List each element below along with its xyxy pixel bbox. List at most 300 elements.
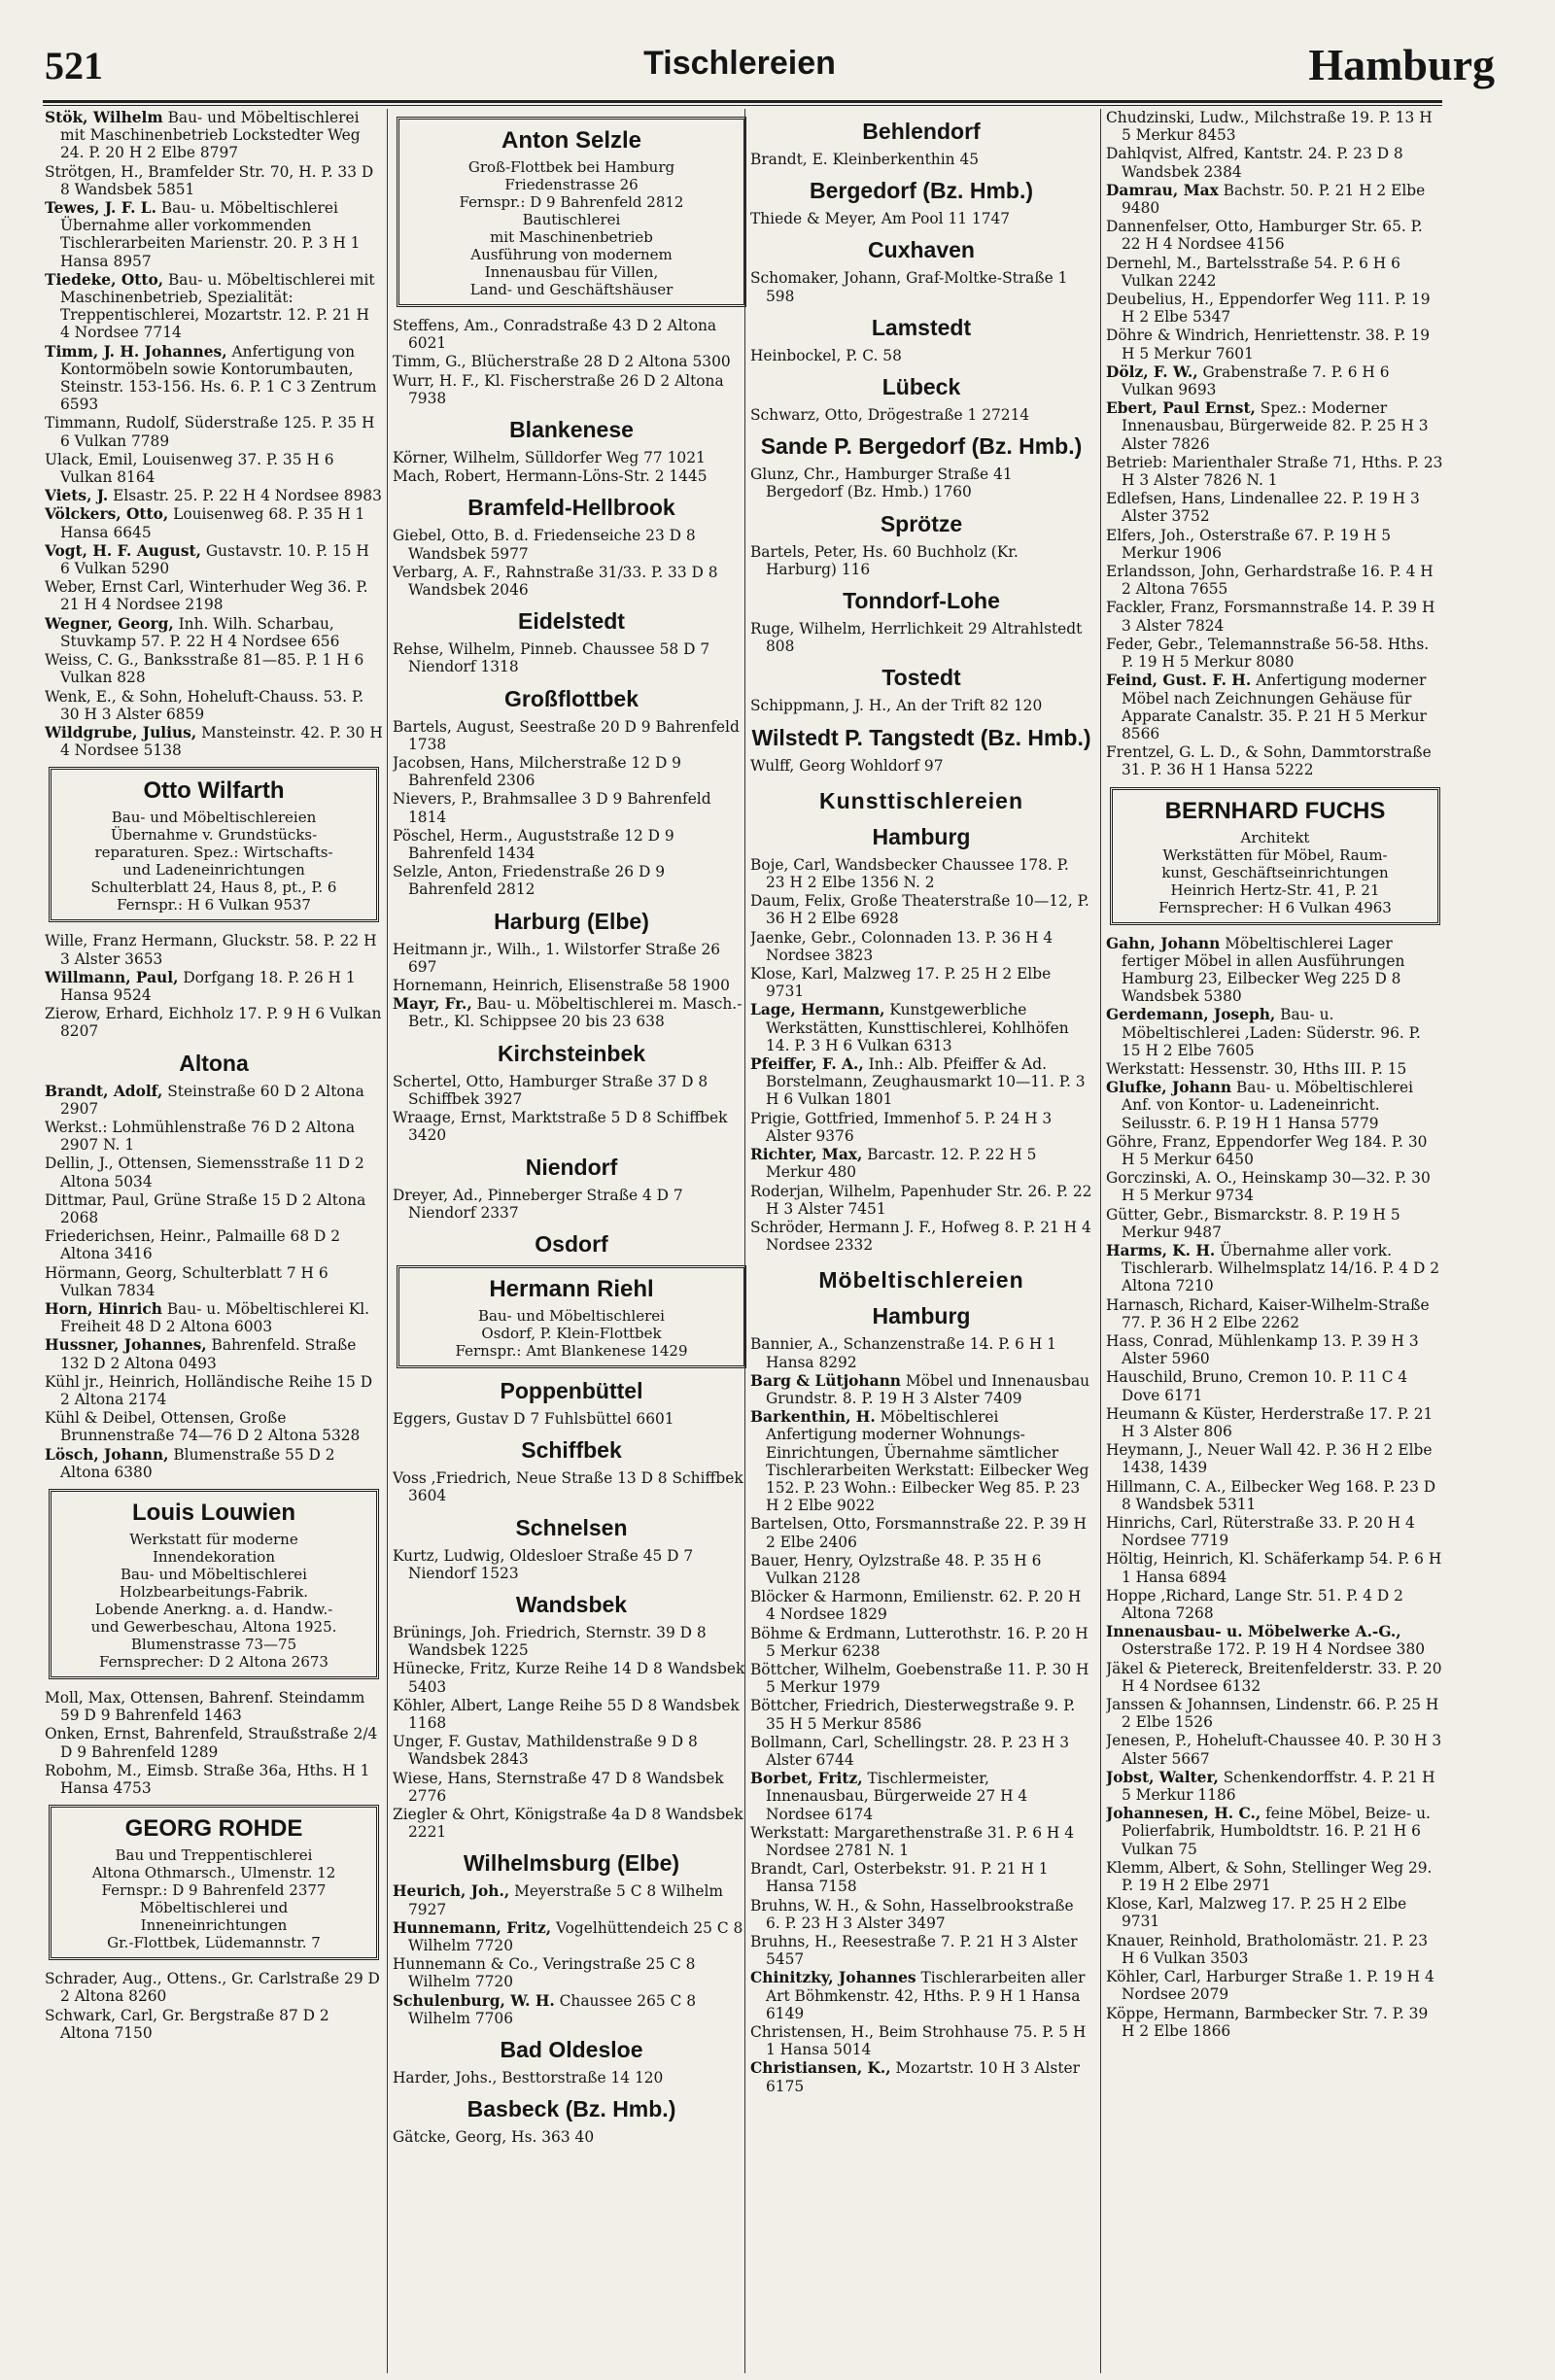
listing-entry — [45, 1300, 383, 1335]
locality-heading: Wandsbek — [515, 1591, 628, 1617]
listing-entry — [45, 1762, 383, 1797]
listing-entry — [45, 1970, 383, 2005]
listing-entry — [750, 2059, 1092, 2094]
listing-name: Schulenburg, W. H. — [393, 1991, 555, 2010]
listing-details: Gütter, Gebr., Bismarckstr. 8. P. 19 H 5 Merkur 9487 — [1106, 1205, 1400, 1241]
listing-entry — [393, 372, 750, 407]
listing-details: Bannier, A., Schanzenstraße 14. P. 6 H 1 Hansa 8292 — [750, 1335, 1056, 1371]
listing-name: Lage, Hermann, — [750, 1001, 885, 1019]
listing-entry — [750, 697, 1092, 714]
ad-line: Fernspr.: H 6 Vulkan 9537 — [117, 896, 311, 914]
listing-details: Selzle, Anton, Friedenstraße 26 D 9 Bahrenfeld 2812 — [393, 863, 666, 899]
listing-entry — [750, 1372, 1092, 1407]
ad-line: Inneneinrichtungen — [140, 1916, 288, 1935]
listing-entry — [750, 1335, 1092, 1370]
listing-details: Heumann & Küster, Herderstraße 17. P. 21 H 3 Alster 806 — [1106, 1404, 1434, 1440]
ad-line: Altona Othmarsch., Ulmenstr. 12 — [91, 1864, 336, 1882]
listing-entry — [750, 1734, 1092, 1769]
listing-details: Dittmar, Paul, Grüne Straße 15 D 2 Altona 2068 — [45, 1190, 366, 1226]
ad-title: Anton Selzle — [501, 127, 641, 154]
listing-name: Timm, J. H. Johannes, — [45, 342, 227, 361]
listing-details: Brandt, E. Kleinberkenthin 45 — [750, 151, 980, 168]
listing-entry — [750, 2023, 1092, 2058]
listing-details: Schrader, Aug., Ottens., Gr. Carlstraße 29 D 2 Altona 8260 — [45, 1970, 380, 2006]
listing-entry — [1106, 1514, 1444, 1549]
listing-details: Wulff, Georg Wohldorf 97 — [750, 756, 944, 775]
listing-details: Köhler, Albert, Lange Reihe 55 D 8 Wandsbek 1168 — [393, 1696, 740, 1732]
listing-details: Inh.: Alb. Pfeiffer & Ad. Borstelmann, Zeughausmarkt 10—11. P. 3 H 6 Vulkan 1801 — [766, 1055, 1086, 1109]
listing-details: Moll, Max, Ottensen, Bahrenf. Steindamm 59 D 9 Bahrenfeld 1463 — [45, 1689, 365, 1725]
advertisement-box — [397, 117, 746, 307]
listing-details: Wraage, Ernst, Marktstraße 5 D 8 Schiffbek 3420 — [393, 1109, 728, 1145]
listing-details: Ulack, Emil, Louisenweg 37. P. 35 H 6 Vulkan 8164 — [45, 450, 334, 487]
ad-line: Fernspr.: D 9 Bahrenfeld 2377 — [101, 1881, 327, 1900]
section-heading: Kunsttischlereien — [819, 787, 1023, 813]
listing-details: Roderjan, Wilhelm, Papenhuder Str. 26. P. 22 H 3 Alster 7451 — [750, 1182, 1092, 1218]
ad-title: Hermann Riehl — [489, 1275, 654, 1302]
listing-entry — [1106, 1169, 1444, 1204]
listing-name: Lösch, Johann, — [45, 1445, 169, 1464]
ad-line: Blumenstrasse 73—75 — [130, 1636, 297, 1653]
listing-name: Wildgrube, Julius, — [45, 723, 197, 742]
listing-details: Wurr, H. F., Kl. Fischerstraße 26 D 2 Altona 7938 — [393, 371, 724, 407]
ad-line: Bau- und Möbeltischlerei — [478, 1306, 665, 1325]
listing-details: Bruhns, W. H., & Sohn, Hasselbrookstraße 6. P. 23 H 3 Alster 3497 — [750, 1896, 1074, 1932]
listing-entry — [45, 932, 383, 967]
listing-details: Tischlerarbeiten aller Art Böhmkenstr. 42, Hths. P. 9 H 1 Hansa 6149 — [766, 1969, 1086, 2022]
listing-details: Werkstatt: Hessenstr. 30, Hths III. P. 15 — [1106, 1059, 1407, 1078]
listing-details: Klose, Karl, Malzweg 17. P. 25 H 2 Elbe 9731 — [1106, 1895, 1407, 1931]
listing-name: Harms, K. H. — [1106, 1241, 1216, 1259]
listing-entry — [45, 1409, 383, 1444]
listing-entry — [1106, 291, 1444, 326]
listing-details: Bau- u. Möbeltischlerei mit Maschinenbetrieb, Spezialität: Treppentischlerei, Mozartstr. 12. P. 21 H 4 Nordsee 7714 — [60, 270, 375, 342]
page-title: Tischlereien — [643, 45, 836, 82]
listing-entry — [393, 1187, 750, 1222]
listing-details: Mansteinstr. 42. P. 30 H 4 Nordsee 5138 — [60, 723, 383, 760]
listing-details: Hornemann, Heinrich, Elisenstraße 58 1900 — [393, 977, 730, 995]
listing-details: Jenesen, P., Hoheluft-Chaussee 40. P. 30 H 3 Alster 5667 — [1106, 1732, 1442, 1768]
listing-details: Kühl jr., Heinrich, Holländische Reihe 15 D 2 Altona 2174 — [45, 1372, 373, 1408]
listing-details: Schenkendorffstr. 4. P. 21 H 5 Merkur 1186 — [1122, 1768, 1435, 1805]
listing-details: Schomaker, Johann, Graf-Moltke-Straße 1 598 — [750, 269, 1068, 305]
listing-entry — [393, 977, 750, 994]
listing-details: Heinbockel, P. C. 58 — [750, 346, 902, 364]
ad-line: Schulterblatt 24, Haus 8, pt., P. 6 — [90, 879, 337, 897]
listing-entry — [1106, 1133, 1444, 1168]
listing-details: Döhre & Windrich, Henriettenstr. 38. P. 19 H 5 Merkur 7601 — [1106, 327, 1431, 362]
ad-line: reparaturen. Spez.: Wirtschafts- — [94, 844, 333, 862]
listing-details: Möbeltischlerei Lager fertiger Möbel in allen Ausführungen Hamburg 23, Eilbecker Weg 225 D 8 Wandsbek 5380 — [1122, 934, 1405, 1006]
listing-details: Ziegler & Ohrt, Königstraße 4a D 8 Wandsbek 2221 — [393, 1805, 743, 1842]
listing-entry — [45, 271, 383, 342]
listing-entry — [45, 505, 383, 540]
ad-line: und Gewerbeschau, Altona 1925. — [90, 1618, 337, 1636]
listing-details: Timm, G., Blücherstraße 28 D 2 Altona 5300 — [393, 353, 731, 371]
column-divider — [1100, 109, 1101, 2373]
listing-name: Jobst, Walter, — [1106, 1768, 1219, 1786]
listing-name: Dölz, F. W., — [1106, 362, 1198, 381]
listing-entry — [45, 688, 383, 723]
listing-entry — [393, 1410, 750, 1428]
locality-heading: Poppenbüttel — [500, 1377, 643, 1403]
listing-entry — [393, 863, 750, 898]
ad-line: Lobende Anerkng. a. d. Handw.- — [94, 1601, 333, 1618]
listing-entry — [750, 1969, 1092, 2022]
column-1 — [45, 109, 383, 2373]
listing-entry — [1106, 490, 1444, 525]
ad-line: Fernspr.: D 9 Bahrenfeld 2812 — [459, 193, 684, 211]
listing-details: Bartelsen, Otto, Forsmannstraße 22. P. 39 H 2 Elbe 2406 — [750, 1515, 1087, 1551]
locality-heading: Cuxhaven — [868, 237, 975, 263]
listing-entry — [393, 2128, 750, 2146]
listing-entry — [45, 109, 383, 162]
listing-entry — [750, 1933, 1092, 1968]
locality-heading: Sande P. Bergedorf (Bz. Hmb.) — [760, 433, 1083, 460]
listing-entry — [393, 1919, 750, 1954]
listing-name: Innenausbau- u. Möbelwerke A.-G., — [1106, 1623, 1401, 1641]
listing-entry — [393, 718, 750, 753]
listing-entry — [1106, 363, 1444, 398]
listing-entry — [1106, 327, 1444, 362]
listing-details: Klemm, Albert, & Sohn, Stellinger Weg 29. P. 19 H 2 Elbe 2971 — [1106, 1858, 1433, 1895]
listing-entry — [750, 1697, 1092, 1732]
page-header — [35, 40, 1495, 95]
listing-name: Christiansen, K., — [750, 2059, 891, 2078]
listing-details: Dellin, J., Ottensen, Siemensstraße 11 D 2 Altona 5034 — [45, 1155, 364, 1190]
listing-details: Deubelius, H., Eppendorfer Weg 111. P. 19 H 2 Elbe 5347 — [1106, 291, 1431, 327]
listing-details: Möbel und Innenausbau Grundstr. 8. P. 19 H 3 Alster 7409 — [766, 1371, 1090, 1407]
listing-entry — [750, 1897, 1092, 1932]
listing-details: Übernahme aller vork. Tischlerarb. Wilhelmsplatz 14/16. P. 4 D 2 Altona 7210 — [1122, 1241, 1440, 1295]
listing-entry — [1106, 255, 1444, 290]
listing-details: Anfertigung von Kontormöbeln sowie Kontorumbauten, Steinstr. 153-156. Hs. 6. P. 1 C 3 Zentrum 6593 — [60, 342, 377, 414]
header-rule — [43, 100, 1442, 103]
listing-details: Bau- und Möbeltischlerei mit Maschinenbetrieb Lockstedter Weg 24. P. 20 H 2 Elbe 8797 — [60, 109, 361, 162]
listing-details: Giebel, Otto, B. d. Friedenseiche 23 D 8 Wandsbek 5977 — [393, 527, 696, 563]
listing-entry — [750, 1860, 1092, 1895]
listing-name: Wegner, Georg, — [45, 614, 174, 633]
listing-details: Kurtz, Ludwig, Oldesloer Straße 45 D 7 Niendorf 1523 — [393, 1546, 694, 1582]
listing-details: Betrieb: Marienthaler Straße 71, Hths. P. 23 H 3 Alster 7826 N. 1 — [1106, 453, 1443, 490]
listing-entry — [1106, 1296, 1444, 1331]
listing-details: Bartels, August, Seestraße 20 D 9 Bahrenfeld 1738 — [393, 717, 740, 753]
listing-details: Gustavstr. 10. P. 15 H 6 Vulkan 5290 — [60, 541, 369, 578]
listing-details: Wille, Franz Hermann, Gluckstr. 58. P. 22 H 3 Alster 3653 — [45, 932, 377, 968]
listing-entry — [393, 827, 750, 862]
listing-details: Edlefsen, Hans, Lindenallee 22. P. 19 H 3 Alster 3752 — [1106, 490, 1420, 526]
listing-entry — [393, 1660, 750, 1695]
listing-entry — [393, 1109, 750, 1144]
listing-details: Schwarz, Otto, Drögestraße 1 27214 — [750, 406, 1030, 425]
listing-entry — [1106, 1368, 1444, 1403]
listing-entry — [1106, 1859, 1444, 1894]
locality-heading: Schnelsen — [515, 1514, 628, 1540]
listing-entry — [1106, 1006, 1444, 1059]
listing-details: Jaenke, Gebr., Colonnaden 13. P. 36 H 4 Nordsee 3823 — [750, 928, 1054, 964]
listing-details: Steffens, Am., Conradstraße 43 D 2 Altona 6021 — [393, 317, 717, 353]
listing-entry — [1106, 1732, 1444, 1767]
listing-entry — [393, 1992, 750, 2027]
listing-details: Barcastr. 12. P. 22 H 5 Merkur 480 — [766, 1146, 1037, 1182]
listing-details: Hass, Conrad, Mühlenkamp 13. P. 39 H 3 Alster 5960 — [1106, 1331, 1419, 1368]
listing-details: Anfertigung moderner Möbel nach Zeichnungen Gehäuse für Apparate Canalstr. 35. P. 21 H 5 Merkur 8566 — [1122, 672, 1427, 742]
listing-entry — [393, 1882, 750, 1917]
listing-entry — [45, 414, 383, 449]
listing-name: Pfeiffer, F. A., — [750, 1055, 864, 1074]
listing-entry — [750, 1661, 1092, 1696]
ad-line: Land- und Geschäftshäuser — [469, 281, 674, 298]
listing-details: Klose, Karl, Malzweg 17. P. 25 H 2 Elbe 9731 — [750, 965, 1052, 1001]
listing-entry — [45, 1155, 383, 1190]
listing-details: Jäkel & Pietereck, Breitenfelderstr. 33. P. 20 H 4 Nordsee 6132 — [1106, 1659, 1442, 1695]
listing-entry — [45, 615, 383, 650]
listing-entry — [393, 1469, 750, 1504]
listing-details: Hauschild, Bruno, Cremon 10. P. 11 C 4 Dove 6171 — [1106, 1368, 1408, 1404]
listing-entry — [393, 754, 750, 789]
listing-entry — [45, 1725, 383, 1760]
listing-entry — [750, 347, 1092, 364]
listing-entry — [45, 451, 383, 486]
listing-details: Steinstraße 60 D 2 Altona 2907 — [60, 1082, 364, 1118]
listing-details: Friederichsen, Heinr., Palmaille 68 D 2 Altona 3416 — [45, 1227, 341, 1263]
listing-details: Bau- u. Möbeltischlerei Übernahme aller vorkommenden Tischlerarbeiten Marienstr. 20. P. 3 H 1 Hansa 8957 — [60, 199, 361, 270]
listing-entry — [750, 1408, 1092, 1514]
listing-name: Johannesen, H. C., — [1106, 1805, 1261, 1823]
listing-entry — [750, 856, 1092, 891]
listing-entry — [1106, 527, 1444, 562]
ad-line: Fernsprecher: D 2 Altona 2673 — [99, 1653, 328, 1671]
header-rule-thin — [43, 105, 1442, 106]
listing-entry — [45, 199, 383, 270]
locality-heading: Hamburg — [872, 1303, 971, 1329]
listing-entry — [393, 1733, 750, 1768]
listing-details: Bartels, Peter, Hs. 60 Buchholz (Kr. Harburg) 116 — [750, 542, 1019, 578]
listing-entry — [1106, 743, 1444, 778]
listing-details: Janssen & Johannsen, Lindenstr. 66. P. 25 H 2 Elbe 1526 — [1106, 1696, 1439, 1732]
locality-heading: Bergedorf (Bz. Hmb.) — [810, 178, 1033, 204]
listing-entry — [1106, 1478, 1444, 1513]
locality-heading: Tostedt — [881, 665, 961, 691]
locality-heading: Bad Oldesloe — [500, 2036, 643, 2062]
ad-line: mit Maschinenbetrieb — [490, 228, 653, 246]
listing-entry — [393, 2069, 750, 2087]
listing-name: Willmann, Paul, — [45, 968, 179, 986]
listing-details: Feder, Gebr., Telemannstraße 56-58. Hths. P. 19 H 5 Merkur 8080 — [1106, 635, 1430, 672]
listing-details: Gätcke, Georg, Hs. 363 40 — [393, 2128, 595, 2147]
listing-entry — [45, 969, 383, 1004]
listing-details: Schippmann, J. H., An der Trift 82 120 — [750, 697, 1043, 715]
listing-details: feine Möbel, Beize- u. Polierfabrik, Humboldtstr. 16. P. 21 H 6 Vulkan 75 — [1122, 1805, 1431, 1858]
locality-heading: Wilhelmsburg (Elbe) — [463, 1850, 680, 1877]
listing-name: Hunnemann, Fritz, — [393, 1918, 552, 1937]
listing-details: Köhler, Carl, Harburger Straße 1. P. 19 H 4 Nordsee 2079 — [1106, 1968, 1434, 2004]
listing-details: Werkstatt: Margarethenstraße 31. P. 6 H 4 Nordsee 2781 N. 1 — [750, 1823, 1075, 1859]
ad-title: GEORG ROHDE — [124, 1815, 303, 1843]
listing-entry — [45, 2007, 383, 2042]
listing-details: Dreyer, Ad., Pinneberger Straße 4 D 7 Niendorf 2337 — [393, 1186, 683, 1222]
listing-details: Louisenweg 68. P. 35 H 1 Hansa 6645 — [60, 505, 365, 541]
listing-details: Körner, Wilhelm, Sülldorfer Weg 77 1021 — [393, 449, 706, 467]
listing-entry — [750, 1588, 1092, 1623]
listing-details: Möbeltischlerei Anfertigung moderner Wohnungs-Einrichtungen, Übernahme sämtlicher Tischlerarbeiten Werkstatt: Eilbecker Weg 152. P. 23 Wohn.: Eilbecker Weg 85. P. 23 H 2 Elbe 9022 — [766, 1408, 1089, 1515]
ad-line: kunst, Geschäftseinrichtungen — [1161, 863, 1389, 881]
listing-entry — [45, 163, 383, 198]
listing-entry — [393, 640, 750, 675]
listing-details: Kunstgewerbliche Werkstätten, Kunsttischlerei, Kohlhöfen 14. P. 3 H 6 Vulkan 6313 — [766, 1001, 1069, 1054]
listing-entry — [1106, 636, 1444, 671]
ad-line: Holzbearbeitungs-Fabrik. — [119, 1583, 309, 1601]
listing-entry — [45, 1264, 383, 1299]
listing-entry — [750, 151, 1092, 168]
ad-line: Übernahme v. Grundstücks- — [110, 826, 318, 845]
listing-entry — [750, 269, 1092, 304]
listing-entry — [393, 564, 750, 599]
listing-details: Meyerstraße 5 C 8 Wilhelm 7927 — [408, 1882, 724, 1918]
locality-heading: Osdorf — [535, 1230, 608, 1257]
ad-line: und Ladeneinrichtungen — [122, 861, 305, 880]
locality-heading: Behlendorf — [862, 119, 981, 144]
listing-details: Bau- u. Möbeltischlerei Kl. Freiheit 48 D 2 Altona 6003 — [60, 1299, 370, 1336]
listing-name: Gahn, Johann — [1106, 934, 1221, 952]
listing-entry — [1106, 1895, 1444, 1930]
listing-entry — [45, 578, 383, 613]
listing-entry — [45, 1336, 383, 1371]
listing-entry — [1106, 109, 1444, 144]
listing-details: Dannenfelser, Otto, Hamburger Str. 65. P. 22 H 4 Nordsee 4156 — [1106, 218, 1423, 254]
listing-entry — [1106, 1968, 1444, 2003]
listing-entry — [45, 651, 383, 686]
listing-entry — [45, 724, 383, 759]
listing-details: Glunz, Chr., Hamburger Straße 41 Bergedorf (Bz. Hmb.) 1760 — [750, 466, 1013, 501]
listing-entry — [393, 1806, 750, 1841]
listing-name: Barkenthin, H. — [750, 1408, 876, 1427]
advertisement-box — [1110, 787, 1440, 925]
listing-entry — [1106, 182, 1444, 217]
listing-entry — [750, 1001, 1092, 1054]
listing-details: Böttcher, Wilhelm, Goebenstraße 11. P. 30 H 5 Merkur 1979 — [750, 1660, 1089, 1697]
listing-entry — [1106, 1079, 1444, 1132]
listing-details: Bau- u. Möbeltischlerei ,Laden: Süderstr. 96. P. 15 H 2 Elbe 7605 — [1122, 1006, 1421, 1059]
listing-details: Brandt, Carl, Osterbekstr. 91. P. 21 H 1 Hansa 7158 — [750, 1860, 1049, 1896]
listing-details: Wiese, Hans, Sternstraße 47 D 8 Wandsbek 2776 — [393, 1769, 724, 1805]
ad-line: Osdorf, P. Klein-Flottbek — [481, 1324, 662, 1342]
listing-name: Heurich, Joh., — [393, 1882, 510, 1901]
listing-details: Bollmann, Carl, Schellingstr. 28. P. 23 H 3 Alster 6744 — [750, 1733, 1070, 1769]
listing-details: Frentzel, G. L. D., & Sohn, Dammtorstraße 31. P. 36 H 1 Hansa 5222 — [1106, 743, 1432, 779]
listing-details: Schröder, Hermann J. F., Hofweg 8. P. 21 H 4 Nordsee 2332 — [750, 1218, 1091, 1255]
listing-details: Hunnemann & Co., Veringstraße 25 C 8 Wilhelm 7720 — [393, 1955, 696, 1991]
listing-details: Prigie, Gottfried, Immenhof 5. P. 24 H 3 Alster 9376 — [750, 1109, 1053, 1145]
listing-details: Grabenstraße 7. P. 6 H 6 Vulkan 9693 — [1122, 362, 1390, 399]
listing-entry — [1106, 935, 1444, 1006]
listing-details: Wenk, E., & Sohn, Hoheluft-Chauss. 53. P. 30 H 3 Alster 6859 — [45, 687, 364, 723]
listing-entry — [750, 1770, 1092, 1823]
listing-details: Hoppe ,Richard, Lange Str. 51. P. 4 D 2 Altona 7268 — [1106, 1586, 1403, 1623]
listing-entry — [45, 1446, 383, 1481]
listing-entry — [1106, 145, 1444, 180]
listing-entry — [750, 1824, 1092, 1859]
locality-heading: Harburg (Elbe) — [494, 908, 649, 934]
listing-name: Horn, Hinrich — [45, 1299, 162, 1318]
listing-details: Inh. Wilh. Scharbau, Stuvkamp 57. P. 22 H 4 Nordsee 656 — [60, 614, 340, 650]
listing-entry — [750, 210, 1092, 227]
listing-details: Onken, Ernst, Bahrenfeld, Straußstraße 2/4 D 9 Bahrenfeld 1289 — [45, 1725, 378, 1761]
listing-details: Werkst.: Lohmühlenstraße 76 D 2 Altona 2907 N. 1 — [45, 1118, 356, 1155]
listing-name: Richter, Max, — [750, 1146, 863, 1164]
listing-name: Hussner, Johannes, — [45, 1336, 207, 1355]
listing-details: Robohm, M., Eimsb. Straße 36a, Hths. H 1 Hansa 4753 — [45, 1761, 370, 1798]
listing-entry — [45, 487, 383, 504]
listing-details: Böttcher, Friedrich, Diesterwegstraße 9. P. 35 H 5 Merkur 8586 — [750, 1697, 1076, 1733]
listing-details: Chudzinski, Ludw., Milchstraße 19. P. 13 H 5 Merkur 8453 — [1106, 109, 1433, 145]
listing-entry — [1106, 1660, 1444, 1695]
listing-entry — [750, 1110, 1092, 1145]
listing-details: Göhre, Franz, Eppendorfer Weg 184. P. 30 H 5 Merkur 6450 — [1106, 1132, 1428, 1168]
listing-entry — [393, 995, 750, 1030]
column-divider — [744, 109, 745, 2373]
locality-heading: Großflottbek — [504, 685, 639, 711]
listing-entry — [1106, 1550, 1444, 1585]
listing-entry — [1106, 218, 1444, 253]
listing-details: Dernehl, M., Bartelsstraße 54. P. 6 H 6 Vulkan 2242 — [1106, 254, 1400, 290]
listing-details: Osterstraße 172. P. 19 H 4 Nordsee 380 — [1122, 1640, 1426, 1659]
listing-details: Dahlqvist, Alfred, Kantstr. 24. P. 23 D 8 Wandsbek 2384 — [1106, 145, 1403, 181]
listing-entry — [750, 1055, 1092, 1109]
advertisement-box — [49, 1489, 379, 1679]
listing-entry — [750, 620, 1092, 655]
column-2 — [393, 109, 750, 2373]
locality-heading: Bramfeld-Hellbrook — [467, 495, 675, 521]
listing-details: Harnasch, Richard, Kaiser-Wilhelm-Straße 77. P. 36 H 2 Elbe 2262 — [1106, 1295, 1430, 1331]
listing-details: Voss ,Friedrich, Neue Straße 13 D 8 Schiffbek 3604 — [393, 1469, 743, 1505]
listing-details: Boje, Carl, Wandsbecker Chaussee 178. P. 23 H 2 Elbe 1356 N. 2 — [750, 855, 1069, 892]
locality-heading: Sprötze — [880, 510, 963, 536]
listing-entry — [750, 466, 1092, 500]
section-heading: Möbeltischlereien — [818, 1267, 1024, 1293]
listing-entry — [1106, 1206, 1444, 1241]
advertisement-box — [49, 1805, 379, 1960]
listing-details: Harder, Johs., Besttorstraße 14 120 — [393, 2068, 664, 2087]
listing-details: Bruhns, H., Reesestraße 7. P. 21 H 3 Alster 5457 — [750, 1933, 1078, 1969]
ad-line: Werkstatt für moderne — [129, 1531, 298, 1548]
listing-entry — [393, 353, 750, 370]
listing-entry — [750, 1515, 1092, 1550]
listing-name: Feind, Gust. F. H. — [1106, 672, 1252, 690]
listing-details: Elfers, Joh., Osterstraße 67. P. 19 H 5 Merkur 1906 — [1106, 526, 1392, 562]
listing-entry — [45, 1191, 383, 1226]
listing-entry — [45, 1689, 383, 1724]
listing-entry — [393, 1955, 750, 1990]
listing-entry — [393, 1073, 750, 1108]
locality-heading: Altona — [179, 1050, 249, 1076]
listing-details: Nievers, P., Brahmsallee 3 D 9 Bahrenfeld 1814 — [393, 790, 711, 826]
ad-title: Otto Wilfarth — [143, 777, 285, 805]
locality-heading: Tonndorf-Lohe — [843, 588, 1000, 614]
listing-details: Weber, Ernst Carl, Winterhuder Weg 36. P. 21 H 4 Nordsee 2198 — [45, 578, 368, 614]
listing-entry — [1106, 1769, 1444, 1804]
listing-details: Weiss, C. G., Banksstraße 81—85. P. 1 H 6 Vulkan 828 — [45, 651, 364, 687]
ad-title: Louis Louwien — [132, 1500, 295, 1526]
listing-name: Stök, Wilhelm — [45, 109, 163, 126]
listing-entry — [750, 1183, 1092, 1218]
listing-entry — [45, 1373, 383, 1408]
listing-details: Schertel, Otto, Hamburger Straße 37 D 8 Schiffbek 3927 — [393, 1072, 708, 1108]
listing-entry — [750, 757, 1092, 775]
listing-entry — [750, 1552, 1092, 1587]
listing-entry — [393, 527, 750, 562]
locality-heading: Niendorf — [525, 1154, 618, 1180]
